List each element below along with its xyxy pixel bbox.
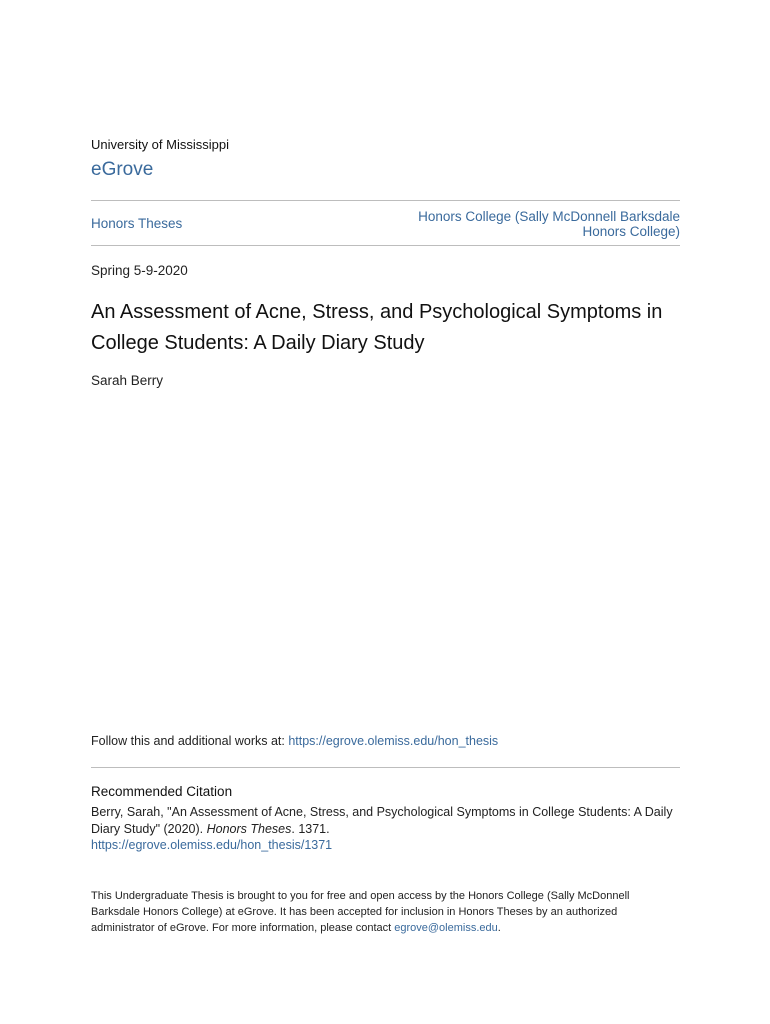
citation-number: . 1371. bbox=[291, 821, 330, 836]
citation-url-link[interactable]: https://egrove.olemiss.edu/hon_thesis/1371 bbox=[91, 838, 333, 852]
notice-end: . bbox=[497, 922, 501, 934]
follow-url-link[interactable]: https://egrove.olemiss.edu/hon_thesis bbox=[288, 734, 499, 748]
citation-text bbox=[91, 804, 681, 854]
citation-divider bbox=[91, 767, 680, 768]
notice-text: This Undergraduate Thesis is brought to you for free and open access by the Honors College (Sally McDonnell Barksdale Honors College) at eGrove. It has been accepted for inclusion in Honors Theses by an authorized administrator of eGrove. For more information, please contact bbox=[91, 890, 630, 934]
egrove-link[interactable]: eGrove bbox=[91, 159, 154, 180]
citation-series: Honors Theses bbox=[206, 821, 292, 836]
honors-theses-link[interactable]: Honors Theses bbox=[91, 216, 183, 231]
contact-email-link[interactable]: egrove@olemiss.edu bbox=[394, 922, 498, 934]
honors-college-link[interactable]: Honors College (Sally McDonnell Barksdale Honors College) bbox=[418, 209, 680, 239]
citation-body: Berry, Sarah, "An Assessment of Acne, Stress, and Psychological Symptoms in College Students: A Daily Diary Study" (2020). bbox=[91, 805, 673, 836]
follow-line bbox=[91, 734, 498, 748]
university-name: University of Mississippi bbox=[91, 137, 229, 152]
author-name: Sarah Berry bbox=[91, 373, 164, 388]
thesis-title: An Assessment of Acne, Stress, and Psychological Symptoms in College Students: A Daily Diary Study bbox=[91, 301, 663, 354]
series-divider bbox=[91, 245, 680, 246]
publication-date: Spring 5-9-2020 bbox=[91, 263, 188, 278]
citation-heading: Recommended Citation bbox=[91, 784, 233, 799]
top-divider bbox=[91, 200, 680, 201]
access-notice bbox=[91, 888, 661, 936]
follow-label: Follow this and additional works at: bbox=[91, 734, 289, 748]
